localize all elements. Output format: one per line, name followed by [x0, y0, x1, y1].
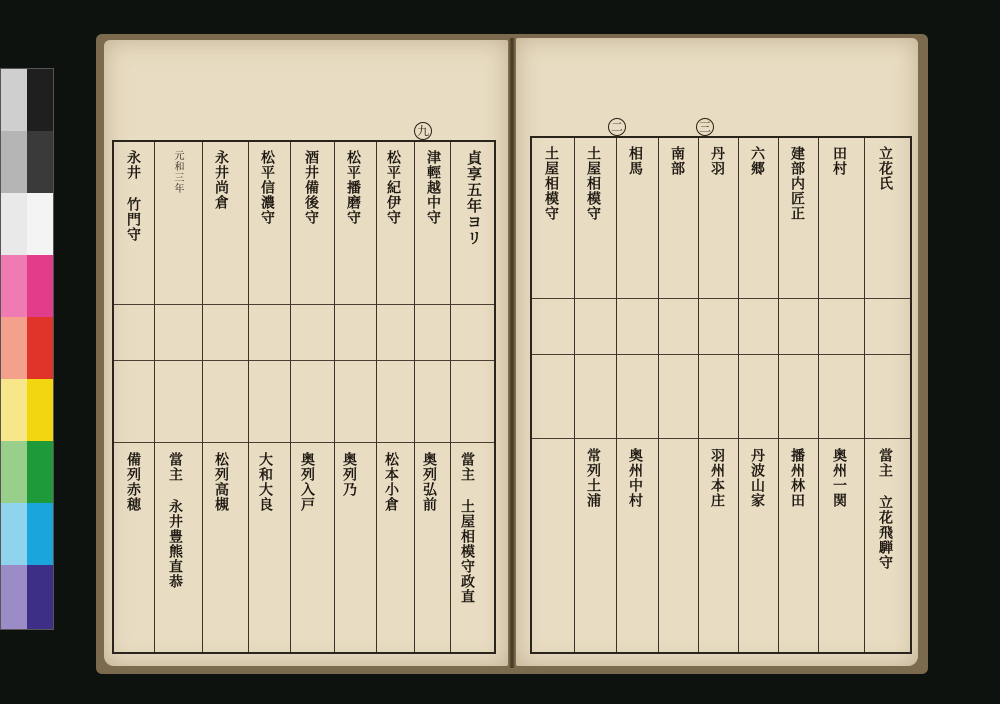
left-page-grid	[112, 140, 496, 654]
left-column-6: 永井尚倉	[213, 150, 229, 210]
left-lower-entry-3: 松本小倉	[383, 452, 399, 512]
right-lower-entry-5: 羽州本庄	[709, 448, 725, 508]
open-book	[96, 34, 928, 674]
left-column-5: 松平信濃守	[259, 150, 275, 225]
left-column-1: 津輕越中守	[425, 150, 441, 225]
left-column-8: 永井 竹門守	[125, 150, 141, 242]
right-column-1: 立花氏	[877, 146, 893, 191]
book-gutter	[508, 38, 516, 668]
left-page-folio: 九	[414, 122, 432, 140]
left-lower-entry-4: 奥列乃	[341, 452, 357, 497]
right-page-folio: 二	[608, 118, 626, 136]
right-lower-entry-4: 丹波山家	[749, 448, 765, 508]
right-page-grid	[530, 136, 912, 654]
left-lower-entry-1: 當主 土屋相模守政直	[459, 452, 475, 604]
right-column-9: 土屋相模守	[543, 146, 559, 221]
left-column-4: 酒井備後守	[303, 150, 319, 225]
left-lower-entry-7: 松列高槻	[213, 452, 229, 512]
left-lower-entry-5: 奥列入戸	[299, 452, 315, 512]
right-page-folio-2: 三	[696, 118, 714, 136]
right-column-7: 相馬	[627, 146, 643, 176]
right-column-3: 建部内匠正	[789, 146, 805, 221]
right-lower-entry-6: 奥州中村	[627, 448, 643, 508]
right-lower-entry-7: 常列土浦	[585, 448, 601, 508]
left-lower-entry-9: 備列赤穂	[125, 452, 141, 512]
left-column-3: 松平播磨守	[345, 150, 361, 225]
left-header-text: 貞享五年ヨリ	[465, 150, 483, 246]
right-column-8: 土屋相模守	[585, 146, 601, 221]
left-column-2: 松平紀伊守	[385, 150, 401, 225]
right-column-4: 六郷	[749, 146, 765, 176]
right-lower-entry-1: 當主 立花飛騨守	[877, 448, 893, 570]
right-column-6: 南部	[669, 146, 685, 176]
right-column-5: 丹羽	[709, 146, 725, 176]
right-column-2: 田村	[831, 146, 847, 176]
right-lower-entry-3: 播州林田	[789, 448, 805, 508]
left-page	[104, 40, 508, 666]
left-lower-entry-6: 大和大良	[257, 452, 273, 512]
left-lower-entry-8: 當主 永井豊熊直恭	[167, 452, 183, 589]
color-calibration-strip	[0, 68, 54, 630]
right-lower-entry-2: 奥州一関	[831, 448, 847, 508]
right-page	[516, 38, 918, 666]
left-column-7: 元和三年	[172, 150, 183, 194]
left-lower-entry-2: 奥列弘前	[421, 452, 437, 512]
